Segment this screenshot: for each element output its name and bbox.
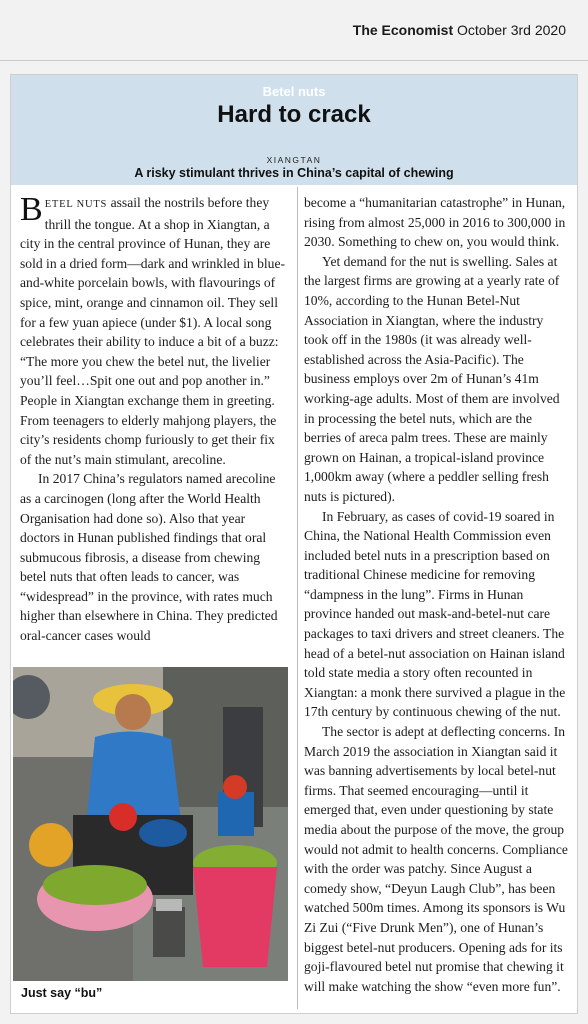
- drop-cap: B: [20, 191, 43, 228]
- paragraph-3: Yet demand for the nut is swelling. Sales at the largest firms are growing at a yearly rate of 10%, according to the Hunan Betel-Nut Association in Xiangtan, where the industry took off in the 1980s (it was already well-established across the Asia-Pacific). The business employs over 2m of Hunan’s 41m working-age adults. Most of them are involved in processing the betel nuts, which are the berries of areca palm trees. These are mainly grown on Hainan, a tropical-island province 1,000km away (where a peddler selling fresh nuts is pictured).: [304, 253, 560, 504]
- paragraph-1-text: assail the nostrils before they thrill the tongue. At a shop in Xiangtan, a city in the central province of Hunan, they are sold in a dried form—dark and wrinkled in blue-and-white porcelain bowls, with flavourings of spice, mint, orange and cinnamon oil. They sell for a few yuan apiece (under $1). A local song celebrates their ability to induce a bit of a buzz: “The more you chew the betel nut, the livelier you’ll feel…Spit one out and pop another in.” People in Xiangtan exchange them in greeting. From teenagers to elderly mahjong players, the city’s residents chomp furiously to get their fix of the nut’s main stimulant, arecoline.: [20, 195, 286, 467]
- issue-date: October 3rd 2020: [457, 22, 566, 38]
- paragraph-2-continued: become a “humanitarian catastrophe” in Hunan, rising from almost 25,000 in 2016 to 300,000 in 2030. Something to chew on, you would think.: [304, 195, 566, 250]
- paragraph-2-start: In 2017 China’s regulators named arecoline as a carcinogen (long after the World Health Organisation had done so). Also that year doctors in Hunan published findings that oral submucous fibrosis, a disease from chewing betel nuts that often leads to cancer, was “widespread” in the province, with rates much higher than elsewhere in China. They predicted oral-cancer cases would: [20, 471, 278, 644]
- headline: Hard to crack: [217, 101, 371, 128]
- peddler-photo: [13, 667, 288, 981]
- kicker: Betel nuts: [262, 84, 326, 99]
- rubric: A risky stimulant thrives in China’s capital of chewing: [134, 166, 454, 180]
- lead-in: ETEL NUTS: [44, 199, 108, 210]
- masthead-line: [353, 22, 566, 38]
- paragraph-4: In February, as cases of covid-19 soared in China, the National Health Commission even included betel nuts in a prescription based on traditional Chinese medicine for removing “dampness in the lung”. Firms in Hunan province handed out mask-and-betel-nut care packages to taxi drivers and street cleaners. The head of a betel-nut association on Hainan island told state media a story often recounted in Xiangtan: a monk there survived a plague in the 17th century by continuous chewing of the nut.: [304, 508, 566, 720]
- publication-name: The Economist: [352, 22, 454, 38]
- paragraph-5: The sector is adept at deflecting concerns. In March 2019 the association in Xiangtan said it was banning advertisements by local betel-nut firms. That seemed encouraging—until it emerged that, even under questioning by state media about the purpose of the move, the group would not admit to health concerns. Compliance with the order was patchy. Since August a comedy show, “Deyun Laugh Club”, has been watched 500m times. Among its sponsors is Wu Zi Zui (“Five Drunk Men”), one of Hunan’s biggest betel-nut producers. Opening ads for its goji-flavoured betel nut promise that chewing it will make watching the show “even more fun”.: [304, 724, 568, 994]
- article-page: [10, 74, 578, 1014]
- dateline: XIANGTAN: [266, 155, 322, 165]
- column-divider: [297, 187, 298, 1009]
- right-column: [304, 193, 570, 996]
- masthead: [0, 0, 588, 61]
- article-header: [11, 75, 577, 185]
- left-column: [20, 193, 288, 646]
- photo-caption: Just say “bu”: [21, 986, 103, 1000]
- paragraph-1: [20, 193, 288, 469]
- photo-illustration: [13, 667, 288, 981]
